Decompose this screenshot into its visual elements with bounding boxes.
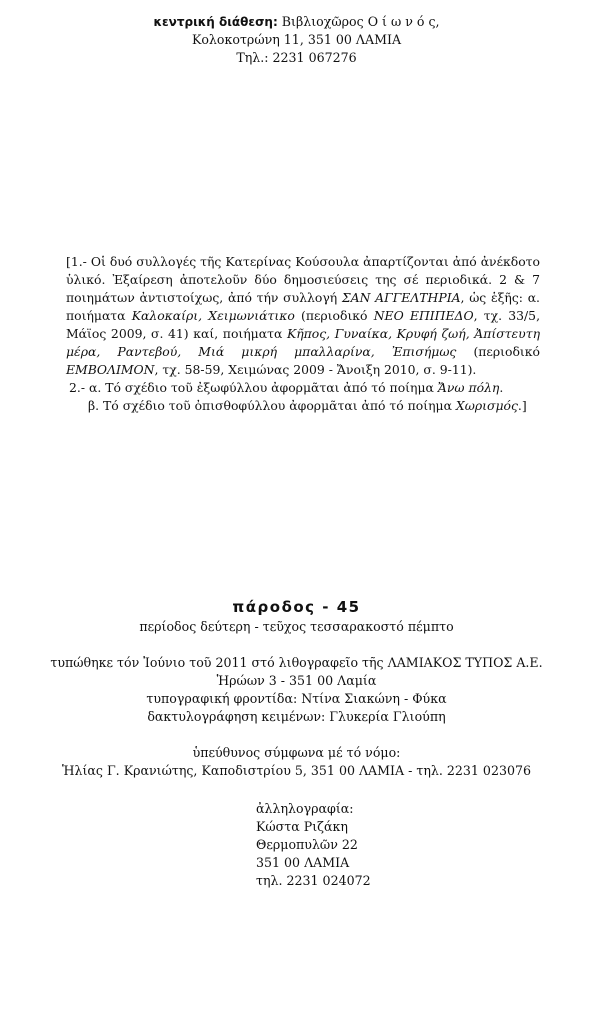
typing-credit: δακτυλογράφηση κειμένων: Γλυκερία Γλιούπη bbox=[147, 709, 446, 724]
note-1-poems: Καλοκαίρι, Χειμωνιάτικο bbox=[131, 308, 295, 323]
note-2b-poem: Χωρισμός bbox=[455, 398, 518, 413]
typography-credit: τυπογραφική φροντίδα: Ντίνα Σιακώνη - Φύκα bbox=[146, 691, 447, 706]
distribution-block bbox=[0, 13, 593, 67]
distribution-phone: Τηλ.: 2231 067276 bbox=[236, 50, 357, 65]
distribution-label: κεντρική διάθεση: bbox=[153, 15, 278, 29]
note-2b-text: β. Τό σχέδιο τοῦ ὀπισθοφύλλου ἀφορμᾶται ἀπό τό ποίημα bbox=[88, 398, 456, 413]
note-2a bbox=[66, 379, 540, 397]
printed-line: τυπώθηκε τόν Ἰούνιο τοῦ 2011 στό λιθογραφεῖο τῆς ΛΑΜΙΑΚΟΣ ΤΥΠΟΣ Α.Ε. bbox=[50, 655, 543, 670]
issue-title: πάροδος - 45 bbox=[232, 598, 361, 616]
issue-subtitle: περίοδος δεύτερη - τεῦχος τεσσαρακοστό πέμπτο bbox=[139, 619, 454, 634]
correspondence-name: Κώστα Ριζάκη bbox=[256, 819, 348, 834]
note-1-text: , τχ. 58-59, Χειμώνας 2009 - Ἄνοιξη 2010, σ. 9-11). bbox=[154, 362, 477, 377]
note-1-poems: Κῆπος, Γυναίκα, Κρυφή ζωή, Ἀπίστευτη μέρα, Ραντεβού, Μιά μικρή μπαλλαρίνα, Ἐπισήμως bbox=[66, 326, 540, 359]
note-1-book-title: ΣΑΝ ΑΓΓΕΛΤΗΡΙΑ bbox=[341, 290, 461, 305]
note-1-text: (περιοδικό bbox=[294, 308, 374, 323]
note-1-text: (περιοδικό bbox=[456, 344, 540, 359]
correspondence-city: 351 00 ΛΑΜΙΑ bbox=[256, 855, 350, 870]
distribution-name: Βιβλιοχῶρος Ο ί ω ν ό ς, bbox=[281, 14, 440, 29]
note-1-journal: ΝΕΟ ΕΠΙΠΕΔΟ bbox=[373, 308, 474, 323]
note-2a-text: 2.- α. Τό σχέδιο τοῦ ἐξωφύλλου ἀφορμᾶται ἀπό τό ποίημα bbox=[69, 380, 438, 395]
correspondence-block bbox=[256, 800, 371, 890]
printer-address: Ἡρώων 3 - 351 00 Λαμία bbox=[216, 673, 377, 688]
note-1-text: [1.- Οἱ δυό συλλογές τῆς Κατερίνας Κούσουλα ἀπαρτίζονται ἀπό ἀνέκδοτο ὑλικό. Ἐξαίρεση ἀποτελοῦν δύο δημοσιεύσεις της σέ περιοδικά. 2 & 7 ποιημάτων ἀντιστοίχως, ἀπό τήν συλλογή bbox=[66, 254, 540, 305]
note-2b bbox=[66, 397, 540, 415]
correspondence-phone: τηλ. 2231 024072 bbox=[256, 873, 371, 888]
note-2b-text: .] bbox=[517, 398, 527, 413]
correspondence-label: ἀλληλογραφία: bbox=[256, 801, 354, 816]
responsible-label: ὑπεύθυνος σύμφωνα μέ τό νόμο: bbox=[192, 745, 401, 760]
notes-block bbox=[66, 253, 540, 415]
distribution-line bbox=[0, 13, 593, 31]
note-2a-poem: Ἄνω πόλη bbox=[437, 380, 500, 395]
note-2a-text: . bbox=[499, 380, 504, 395]
responsible-person: Ἡλίας Γ. Κρανιώτης, Καποδιστρίου 5, 351 00 ΛΑΜΙΑ - τηλ. 2231 023076 bbox=[61, 763, 532, 778]
colophon-block bbox=[0, 596, 593, 780]
note-1-text: , ὡς ἑξῆς: α. ποιήματα bbox=[66, 290, 540, 323]
note-1-text: , τχ. 33/5, Μάϊος 2009, σ. 41) καί, ποιήματα bbox=[66, 308, 541, 341]
note-1 bbox=[66, 253, 540, 379]
correspondence-street: Θερμοπυλῶν 22 bbox=[256, 837, 358, 852]
distribution-address: Κολοκοτρώνη 11, 351 00 ΛΑΜΙΑ bbox=[191, 32, 402, 47]
note-1-journal: ΕΜΒΟΛΙΜΟΝ bbox=[66, 362, 155, 377]
